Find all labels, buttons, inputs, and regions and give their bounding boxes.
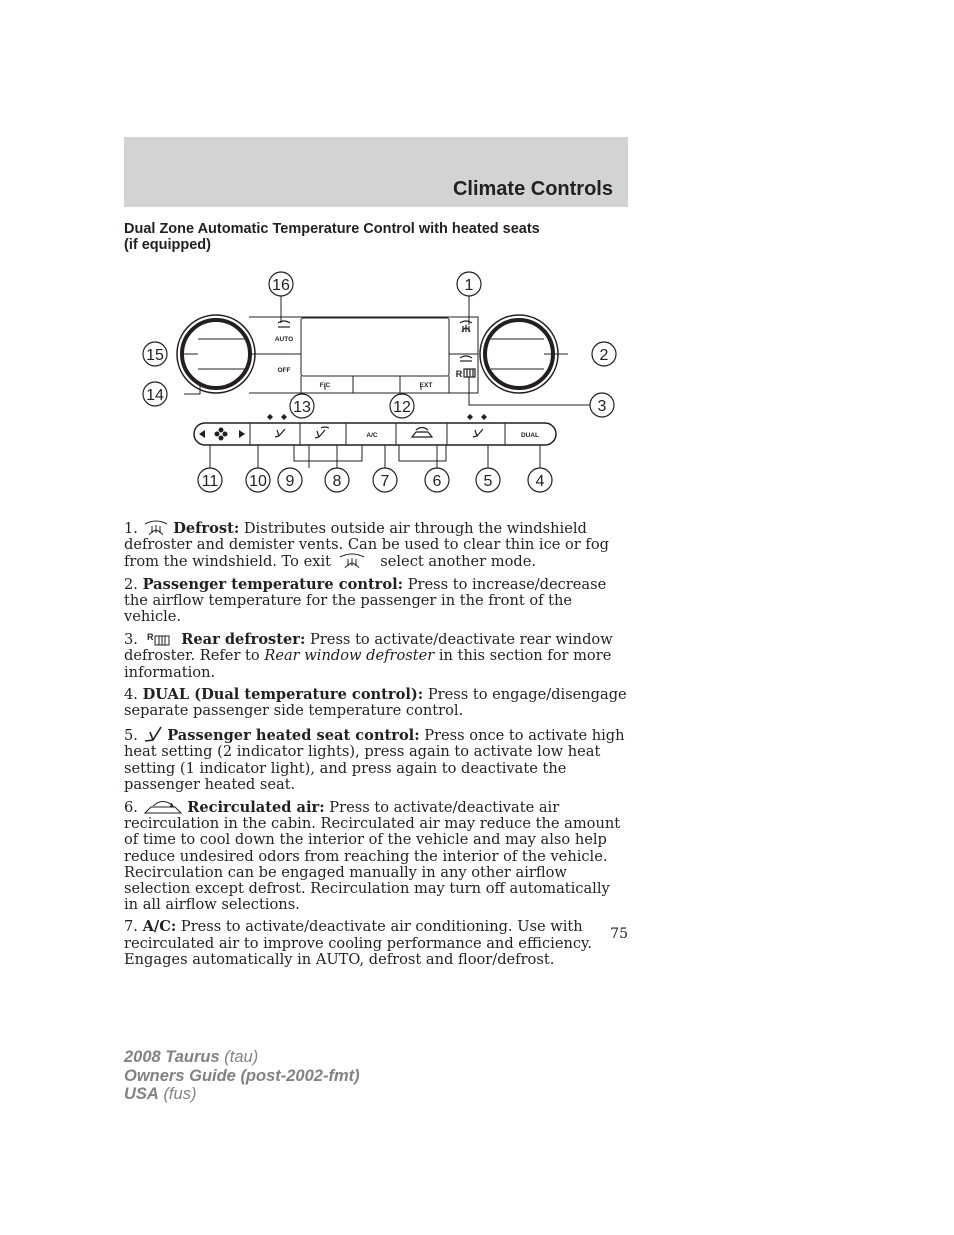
climate-control-diagram [124, 265, 628, 505]
dual-label: DUAL [520, 432, 540, 439]
callout-label-13: 13 [293, 399, 311, 416]
recirculation-icon [143, 799, 183, 815]
callout-label-2: 2 [599, 347, 609, 364]
item-5: 5. Passenger heated seat control: Press once to activate high heat setting (2 indicator lights), press again to activate low heat setting (1 indicator light), and press again to deactivate the passenger heated seat. [124, 727, 625, 793]
callout-label-4: 4 [535, 473, 545, 490]
rear-r-label: R [146, 632, 154, 643]
callout-label-3: 3 [597, 398, 607, 415]
floor-defrost-icon [278, 321, 290, 327]
section-heading [124, 221, 604, 253]
footer [124, 1048, 360, 1104]
heated-seat-icon [473, 429, 483, 437]
footer-line-3: USA (fus) [124, 1085, 197, 1103]
item-4: 4. DUAL (Dual temperature control): Press to engage/disengage separate passenger side temperature control. [124, 685, 627, 720]
callout-label-5: 5 [483, 473, 493, 490]
defrost-icon [143, 520, 169, 536]
footer-line-2: Owners Guide (post-2002-fmt) [124, 1066, 360, 1085]
fc-label: F/C [319, 382, 331, 389]
callout-label-1: 1 [464, 277, 474, 294]
section-heading-line1: Dual Zone Automatic Temperature Control with heated seats [124, 221, 540, 237]
callout-label-15: 15 [146, 347, 164, 364]
arrow-left-icon [199, 430, 205, 438]
off-label: OFF [277, 367, 291, 374]
callout-label-8: 8 [332, 473, 342, 490]
callout-label-14: 14 [146, 387, 164, 404]
ac-label: A/C [366, 432, 378, 439]
defrost-icon [460, 321, 472, 332]
item-6: 6. Recirculated air: Press to activate/deactivate air recirculation in the cabin. Recirculated air may reduce the amount of time to cool down the interior of the vehicle and may also help reduce undesired odors from reaching the interior of the vehicle. Recirculation can be engaged manually in any other airflow selection except defrost. Recirculation may turn off automatically in all airflow selections. [124, 799, 621, 914]
rear-r-label: R [455, 369, 463, 379]
callout-label-10: 10 [249, 473, 267, 490]
callout-label-6: 6 [432, 473, 442, 490]
heated-seat-icon [143, 725, 163, 743]
body-text [124, 520, 628, 974]
defrost-icon [336, 553, 376, 569]
rear-defrost-icon [464, 369, 475, 377]
item-1: 1. Defrost: Distributes outside air through the windshield defroster and demister vents. Can be used to clear thin ice or fog from the windshield. To exit select another mode. [124, 520, 609, 571]
section-heading-line2: (if equipped) [124, 237, 211, 253]
callout-label-11: 11 [201, 473, 219, 490]
item-7: 7. A/C: Press to activate/deactivate air conditioning. Use with recirculated air to improve cooling performance and efficiency. Engages automatically in AUTO, defrost and floor/defrost. [124, 918, 592, 968]
page-title: Climate Controls [452, 178, 613, 200]
callout-label-16: 16 [272, 277, 290, 294]
ext-label: EXT [419, 382, 433, 389]
header-band [124, 137, 628, 207]
callout-label-12: 12 [393, 399, 411, 416]
footer-line-1: 2008 Taurus (tau) [124, 1048, 259, 1066]
heated-seat-icon [275, 429, 285, 437]
arrow-right-icon [239, 430, 245, 438]
page-number: 75 [610, 926, 628, 942]
floor-icon [460, 356, 472, 361]
rear-defrost-icon [143, 631, 177, 647]
recirculation-icon [412, 428, 432, 438]
callout-label-7: 7 [380, 473, 390, 490]
item-3: 3. R Rear defroster: Press to activate/deactivate rear window defroster. Refer to Rear window defroster in this section for more information. [124, 631, 613, 681]
floor-defrost-icon [315, 427, 329, 438]
auto-label: AUTO [274, 336, 294, 343]
item-2: 2. Passenger temperature control: Press to increase/decrease the airflow temperature for the passenger in the front of the vehicle. [124, 575, 607, 626]
fan-icon [215, 428, 228, 441]
callout-label-9: 9 [285, 473, 295, 490]
